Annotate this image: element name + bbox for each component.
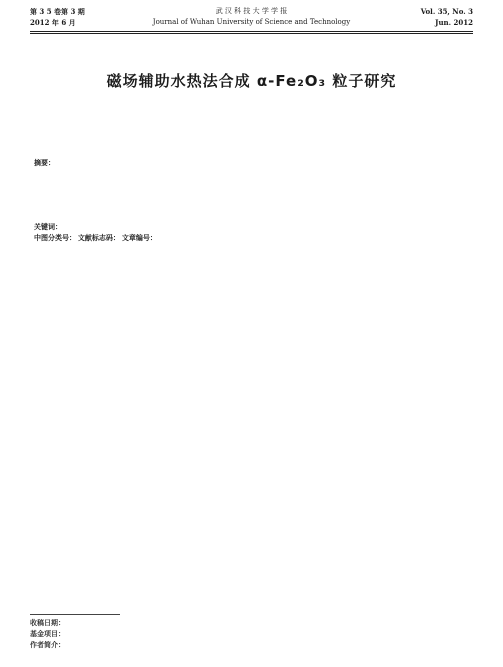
- footnotes: [30, 618, 473, 651]
- footnote-rule: [30, 614, 120, 615]
- journal-name: [30, 6, 473, 28]
- volume-issue: 第 3 5 卷第 3 期: [30, 7, 85, 16]
- received-label: 收稿日期：: [30, 619, 65, 627]
- body-left-column: [30, 242, 240, 612]
- classification-label: 中图分类号：: [34, 234, 76, 242]
- header-rule: [30, 31, 473, 32]
- issue-info-en: [421, 6, 473, 28]
- funding-line: [30, 629, 473, 640]
- running-header: [30, 6, 473, 32]
- article-title: 磁场辅助水热法合成 α-Fe₂O₃ 粒子研究: [106, 72, 397, 91]
- volume-issue-en: Vol. 35, No. 3: [420, 7, 473, 16]
- author-bio-line: [30, 640, 473, 651]
- funding-label: 基金项目：: [30, 630, 65, 638]
- article-id-label: 文章编号：: [121, 234, 157, 242]
- journal-name-en: Journal of Wuhan University of Science and Technology: [152, 18, 351, 26]
- author-bio-label: 作者简介：: [30, 641, 65, 649]
- abstract-label: 摘要：: [34, 159, 55, 167]
- issue-date: 2012 年 6 月: [30, 18, 76, 27]
- abstract: [34, 150, 469, 220]
- keywords-label: 关键词：: [34, 223, 62, 231]
- journal-name-cn: 武 汉 科 技 大 学 学 报: [215, 7, 288, 15]
- issue-date-en: Jun. 2012: [435, 18, 473, 27]
- received-line: [30, 618, 473, 629]
- keywords-line: [34, 222, 469, 233]
- doc-code-label: 文献标志码：: [77, 234, 120, 242]
- body-right-column: [263, 242, 473, 612]
- header-rule-thin: [30, 33, 473, 34]
- abstract-meta: [34, 222, 469, 244]
